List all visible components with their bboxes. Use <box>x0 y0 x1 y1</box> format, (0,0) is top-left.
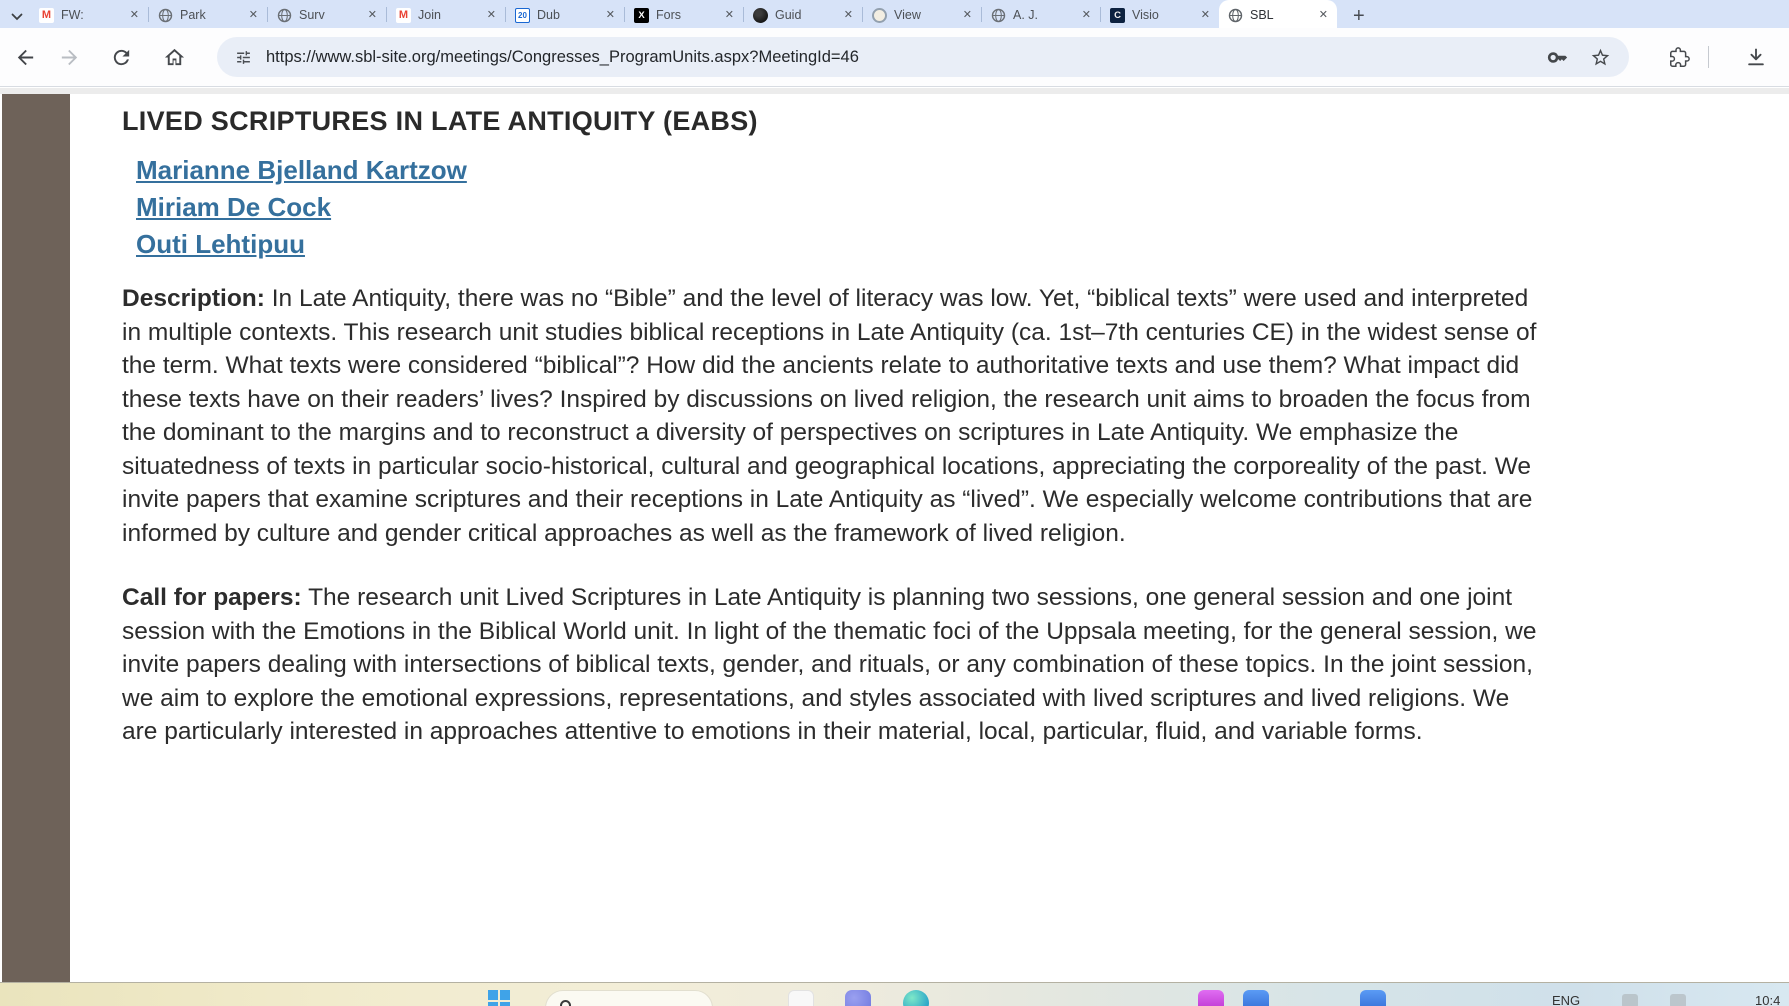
close-icon[interactable]: ✕ <box>129 9 139 21</box>
gmail-icon: M <box>396 8 411 23</box>
start-button[interactable] <box>488 990 510 1006</box>
call-for-papers-paragraph <box>122 581 1546 749</box>
gmail-icon: M <box>39 8 54 23</box>
call-for-papers-label: Call for papers: <box>122 584 302 611</box>
tab-label: Surv <box>299 8 325 22</box>
tab-surv[interactable] <box>268 0 386 28</box>
tab-label: FW: <box>61 8 84 22</box>
page-content <box>122 94 1546 749</box>
teams-icon[interactable] <box>845 990 871 1006</box>
globe-icon <box>991 8 1006 23</box>
close-icon[interactable]: ✕ <box>962 9 972 21</box>
close-icon[interactable]: ✕ <box>843 9 853 21</box>
tab-label: Park <box>180 8 206 22</box>
tab-dub[interactable] <box>506 0 624 28</box>
tab-label: SBL <box>1250 8 1274 22</box>
bookmark-star-icon[interactable] <box>1590 47 1611 68</box>
tab-label: Visio <box>1132 8 1159 22</box>
blue-app-icon[interactable] <box>1360 990 1386 1006</box>
chair-link-list <box>136 152 1546 263</box>
language-indicator[interactable]: ENG <box>1552 993 1581 1006</box>
globe-icon <box>158 8 173 23</box>
close-icon[interactable]: ✕ <box>248 9 258 21</box>
page-title: LIVED SCRIPTURES IN LATE ANTIQUITY (EABS) <box>122 106 758 136</box>
tab-label: Fors <box>656 8 681 22</box>
close-icon[interactable]: ✕ <box>1318 9 1328 21</box>
tab-guid[interactable] <box>744 0 862 28</box>
webpage-viewport <box>0 88 1789 982</box>
tab-view[interactable] <box>863 0 981 28</box>
close-icon[interactable]: ✕ <box>1200 9 1210 21</box>
magenta-app-icon[interactable] <box>1198 990 1224 1006</box>
system-tray-icon[interactable] <box>1670 994 1686 1006</box>
chevron-down-icon[interactable] <box>4 6 30 28</box>
close-icon[interactable]: ✕ <box>486 9 496 21</box>
tab-fors[interactable] <box>625 0 743 28</box>
call-for-papers-text: The research unit Lived Scriptures in Late Antiquity is planning two sessions, one general session and one joint session with the Emotions in the Biblical World unit. In light of the thematic foci of the Uppsala meeting, for the general session, we invite papers dealing with intersections of biblical texts, gender, and rituals, or any combination of these topics. In the joint session, we aim to explore the emotional expressions, representations, and styles associated with lived scriptures and lived religions. We are particularly interested in approaches attentive to emotions in their material, local, particular, fluid, and variable forms. <box>122 584 1537 745</box>
password-key-icon[interactable] <box>1547 47 1568 68</box>
tab-sbl-active[interactable] <box>1219 0 1337 28</box>
blue-app-icon[interactable] <box>1243 990 1269 1006</box>
dark-logo-icon <box>753 8 768 23</box>
description-text: In Late Antiquity, there was no “Bible” and the level of literacy was low. Yet, “biblical texts” were used and interpreted in multiple contexts. This research unit studies biblical receptions in Late Antiquity (ca. 1st–7th centuries CE) in the widest sense of the term. What texts were considered “biblical”? How did the ancients relate to authoritative texts and use them? What impact did these texts have on their readers’ lives? Inspired by discussions on lived religion, the research unit aims to broaden the focus from the dominant to the margins and to reconstruct a diversity of perspectives on scriptures in Late Antiquity. We emphasize the situatedness of texts in particular socio-historical, cultural and geographical locations, appreciating the corporeality of the past. We invite papers that examine scriptures and their receptions in Late Antiquity as “lived”. We especially welcome contributions that are informed by culture and gender critical approaches as well as the framework of lived religion. <box>122 285 1537 547</box>
tab-label: Dub <box>537 8 560 22</box>
downloads-icon[interactable] <box>1745 46 1767 68</box>
tab-park[interactable] <box>149 0 267 28</box>
chair-link[interactable]: Outi Lehtipuu <box>136 229 305 259</box>
forward-button[interactable] <box>58 46 81 69</box>
globe-icon <box>277 8 292 23</box>
back-button[interactable] <box>14 46 37 69</box>
tab-label: Join <box>418 8 441 22</box>
windows-taskbar <box>0 982 1789 1006</box>
description-label: Description: <box>122 285 265 312</box>
close-icon[interactable]: ✕ <box>367 9 377 21</box>
chair-link[interactable]: Miriam De Cock <box>136 192 332 222</box>
close-icon[interactable]: ✕ <box>605 9 615 21</box>
site-info-icon[interactable] <box>235 49 252 66</box>
system-tray-icon[interactable] <box>1622 994 1638 1006</box>
reload-button[interactable] <box>110 46 133 69</box>
page-left-sidebar <box>2 94 70 982</box>
navy-logo-icon: C <box>1110 8 1125 23</box>
widgets-icon[interactable] <box>788 990 814 1006</box>
taskbar-search-box[interactable] <box>545 990 713 1006</box>
chair-link[interactable]: Marianne Bjelland Kartzow <box>136 155 467 185</box>
tab-label: View <box>894 8 921 22</box>
clock[interactable]: 10:4 <box>1755 993 1781 1006</box>
calendar-icon: 20 <box>515 8 530 23</box>
tab-aj[interactable] <box>982 0 1100 28</box>
browser-toolbar <box>0 28 1789 87</box>
url-text: https://www.sbl-site.org/meetings/Congresses_ProgramUnits.aspx?MeetingId=46 <box>266 47 859 66</box>
description-paragraph <box>122 282 1546 550</box>
close-icon[interactable]: ✕ <box>1081 9 1091 21</box>
globe-icon <box>1228 8 1243 23</box>
x-social-icon: X <box>634 8 649 23</box>
extensions-icon[interactable] <box>1669 47 1690 68</box>
new-tab-button[interactable]: + <box>1353 5 1365 27</box>
tab-label: Guid <box>775 8 802 22</box>
tab-strip <box>0 0 1789 28</box>
toolbar-divider <box>1708 46 1709 68</box>
edge-browser-icon[interactable] <box>903 990 929 1006</box>
tab-label: A. J. <box>1013 8 1039 22</box>
address-bar[interactable] <box>217 37 1629 77</box>
tab-fw[interactable] <box>30 0 148 28</box>
home-button[interactable] <box>163 46 186 69</box>
tab-visio[interactable] <box>1101 0 1219 28</box>
ring-logo-icon <box>872 8 887 23</box>
tab-join[interactable] <box>387 0 505 28</box>
close-icon[interactable]: ✕ <box>724 9 734 21</box>
search-icon <box>560 1000 571 1006</box>
